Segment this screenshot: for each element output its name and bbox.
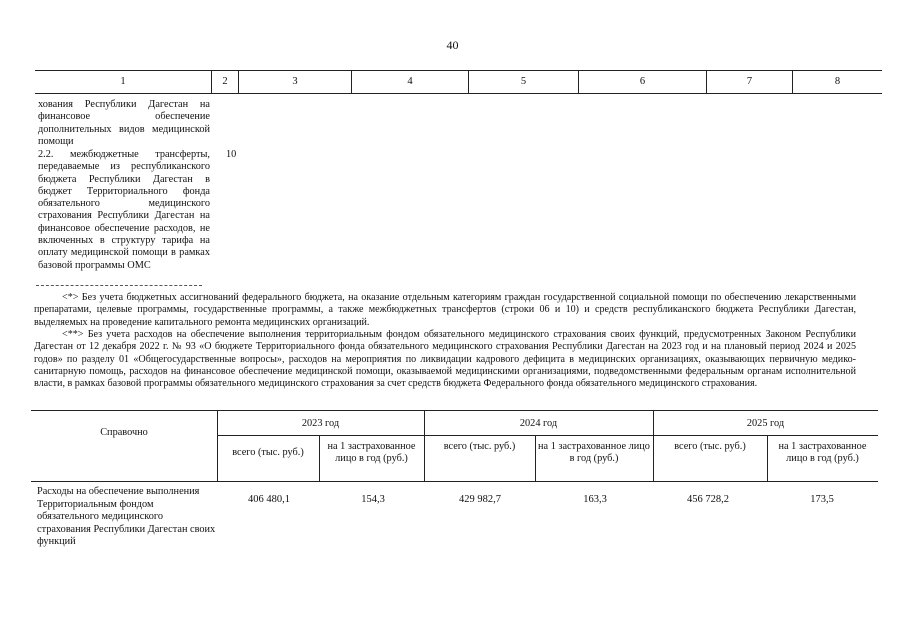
column-number: 1 (120, 76, 126, 87)
value-2023-total: 406 480,1 (248, 494, 290, 505)
column-number: 3 (238, 71, 351, 93)
footnote-2: <**> Без учета расходов на обеспечение выполнения территориальным фондом обязательного медицинского страхования своих функций, предусмотренных Законом Республики Дагестан от 12 декабря 2022 г. № 93 «О бюджете Территориального фонда обязательного медицинского страхования Республики Дагестан на 2023 год и на плановый период 2024 и 2025 годов» по разделу 01 «Общегосударственные вопросы», расходов на мероприятия по ликвидации кадрового дефицита в медицинских организациях, оказывающих первичную медико-санитарную помощь, расходов на финансовое обеспечение медицинской помощи, оказываемой медицинскими организациями, подведомственными федеральным органам исполнительной власти, в рамках базовой программы обязательного медицинского страхования за счет средств бюджета Федерального фонда обязательного медицинского страхования. (34, 329, 856, 390)
reference-table (31, 410, 878, 482)
sub-header-per-person: на 1 застрахованное лицо в год (руб.) (778, 441, 867, 464)
value-2024-total: 429 982,7 (459, 494, 501, 505)
sub-header-total: всего (тыс. руб.) (443, 441, 516, 452)
sub-header-per-person: на 1 застрахованное лицо в год (руб.) (538, 441, 650, 464)
table-divider (217, 435, 878, 436)
column-number: 2 (211, 71, 238, 93)
value-2025-per-person: 173,5 (810, 494, 834, 505)
column-number: 8 (792, 71, 882, 93)
column-number: 6 (578, 71, 706, 93)
sub-header-total: всего (тыс. руб.) (232, 447, 304, 458)
row-code-2-2: 10 (226, 149, 237, 160)
column-number: 5 (468, 71, 578, 93)
value-2023-per-person: 154,3 (361, 494, 385, 505)
row-text-continuation: хования Республики Дагестан на финансовое обеспечение дополнительных видов медицинской помощи (38, 99, 210, 147)
column-number: 7 (706, 71, 792, 93)
row-text-2-2: 2.2. межбюджетные трансферты, передаваемые из республиканского бюджета Республики Дагестан в бюджет Территориального фонда обязательного медицинского страхования Республики Дагестан на финансовое обеспечение расходов, не включенных в структуру тарифа на оплату медицинской помощи в рамках базовой программы ОМС (38, 149, 210, 271)
year-header: 2025 год (746, 418, 785, 429)
year-header: 2023 год (301, 418, 340, 429)
value-2024-per-person: 163,3 (583, 494, 607, 505)
sub-header-total: всего (тыс. руб.) (674, 441, 746, 452)
year-header: 2024 год (519, 418, 558, 429)
footnote-separator (36, 285, 202, 286)
footnote-1: <*> Без учета бюджетных ассигнований федерального бюджета, на оказание отдельным категориям граждан государственной социальной помощи по обеспечению лекарственными препаратами, целевые программы, государственные программы, а также межбюджетных трансфертов (строки 06 и 10) и средств республиканского бюджета Республики Дагестан, выделяемых на проведение капитального ремонта медицинских организаций. (34, 292, 856, 328)
page-number: 40 (446, 38, 459, 52)
column-number-row (35, 70, 882, 94)
sub-header-per-person: на 1 застрахованное лицо в год (руб.) (327, 441, 416, 464)
column-number: 4 (351, 71, 468, 93)
expense-row-label: Расходы на обеспечение выполнения Территориальным фондом обязательного медицинского страхования Республики Дагестан своих функций (37, 486, 216, 548)
value-2025-total: 456 728,2 (687, 494, 729, 505)
reference-header: Справочно (100, 427, 148, 438)
